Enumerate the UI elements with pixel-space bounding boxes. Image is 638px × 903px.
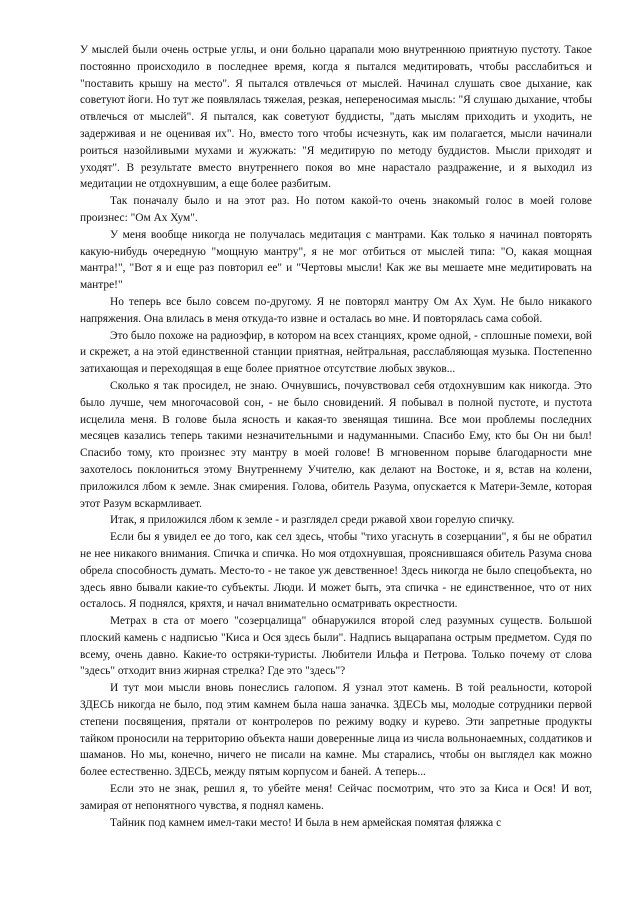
paragraph-2: Так поначалу было и на этот раз. Но потом какой-то очень знакомый голос в моей голове произнес: "Ом Ах Хум". (80, 195, 592, 224)
paragraph-5: Это было похоже на радиоэфир, в котором на всех станциях, кроме одной, - сплошные помехи, вой и скрежет, а на этой единственной станции приятная, нейтральная, расслабляющая музыка. Постепенно затихающая и переходящая в еще более приятное отсутствие любых звуков... (80, 329, 592, 376)
paragraph-10: И тут мои мысли вновь понеслись галопом. Я узнал этот камень. В той реальности, которой ЗДЕСЬ никогда не было, под этим камнем была наша заначка. ЗДЕСЬ мы, молодые сотрудники первой степени посвящения, прятали от контролеров по режиму водку и курево. Эти запретные продукты тайком проносили на территорию объекта наши доверенные лица из числа вольнонаемных, солдатиков и шаманов. Но мы, конечно, ничего не писали на камне. Мы старались, чтобы он выглядел как можно более естественно. ЗДЕСЬ, между пятым корпусом и баней. А теперь... (80, 682, 592, 779)
paragraph-8: Если бы я увидел ее до того, как сел здесь, чтобы "тихо угаснуть в созерцании", я бы не обратил не нее никакого внимания. Спичка и спичка. Но моя отдохнувшая, прояснившаяся обитель Разума снова обрела способность думать. Место-то - не такое уж девственное! Здесь никогда не было спецобъекта, но здесь явно бывали какие-то субъекты. Люди. И может быть, эта спичка - не единственное, что от них осталось. Я поднялся, кряхтя, и начал внимательно осматривать окрестности. (80, 531, 592, 611)
paragraph-3: У меня вообще никогда не получалась медитация с мантрами. Как только я начинал повторять какую-нибудь очередную "мощную мантру", я не мог отбиться от мыслей типа: "О, какая мощная мантра!", "Вот я и еще раз повторил ее" и "Чертовы мысли! Как же вы мешаете мне медитировать на мантре!" (80, 228, 592, 292)
paragraph-7: Итак, я приложился лбом к земле - и разглядел среди ржавой хвои горелую спичку. (110, 514, 515, 527)
paragraph-1: У мыслей были очень острые углы, и они больно царапали мою внутреннюю приятную пустоту. Такое постоянно происходило в последнее время, когда я пытался медитировать, чтобы расслабиться и "поставить крышу на место". Я пытался отвлечься от мыслей. Начинал слушать свое дыхание, как советуют йоги. Но тут же появлялась тяжелая, резкая, непереносимая мысль: "Я слушаю дыхание, чтобы отвлечься от мыслей". Я пытался, как советуют буддисты, "дать мыслям приходить и уходить, не задерживая и не оценивая их". Но, вместо того чтобы исчезнуть, как им полагается, мысли начинали роиться назойливыми мухами и жужжать: "Я медитирую по методу буддистов. Мысли приходят и уходят". В результате вместо внутреннего покоя во мне нарастало раздражение, и я выходил из медитации не отдохнувшим, а еще более разбитым. (80, 44, 592, 191)
paragraph-9: Метрах в ста от моего "созерцалища" обнаружился второй след разумных существ. Большой плоский камень с надписью "Киса и Ося здесь были". Надпись выцарапана острым предметом. Судя по всему, очень давно. Какие-то остряки-туристы. Любители Ильфа и Петрова. Только почему от слова "здесь" отходит вниз жирная стрелка? Где это "здесь"? (80, 615, 592, 678)
paragraph-12: Тайник под камнем имел-таки место! И была в нем армейская помятая фляжка с (110, 816, 502, 829)
paragraph-4: Но теперь все было совсем по-другому. Я не повторял мантру Ом Ах Хум. Не было никакого напряжения. Она влилась в меня откуда-то извне и осталась во мне. И повторялась сама собой. (80, 295, 592, 325)
body-text (80, 42, 592, 831)
paragraph-6: Сколько я так просидел, не знаю. Очнувшись, почувствовал себя отдохнувшим как никогда. Это было лучше, чем многочасовой сон, - не было сновидений. Я побывал в полной пустоте, и пустота исцелила меня. В голове была ясность и какая-то звенящая тишина. Все мои проблемы последних месяцев казались теперь такими незначительными и надуманными. Спасибо Ему, кто бы Он ни был! Спасибо тому, кто произнес эту мантру в моей голове! В мгновенном порыве благодарности мне захотелось поклониться этому Внутреннему Учителю, как делают на Востоке, и я, встав на колени, приложился лбом к земле. Знак смирения. Голова, обитель Разума, опускается к Матери-Земле, которая этот Разум вскармливает. (80, 379, 592, 510)
paragraph-11: Если это не знак, решил я, то убейте меня! Сейчас посмотрим, что это за Киса и Ося! И вот, замирая от непонятного чувства, я поднял камень. (80, 783, 592, 812)
